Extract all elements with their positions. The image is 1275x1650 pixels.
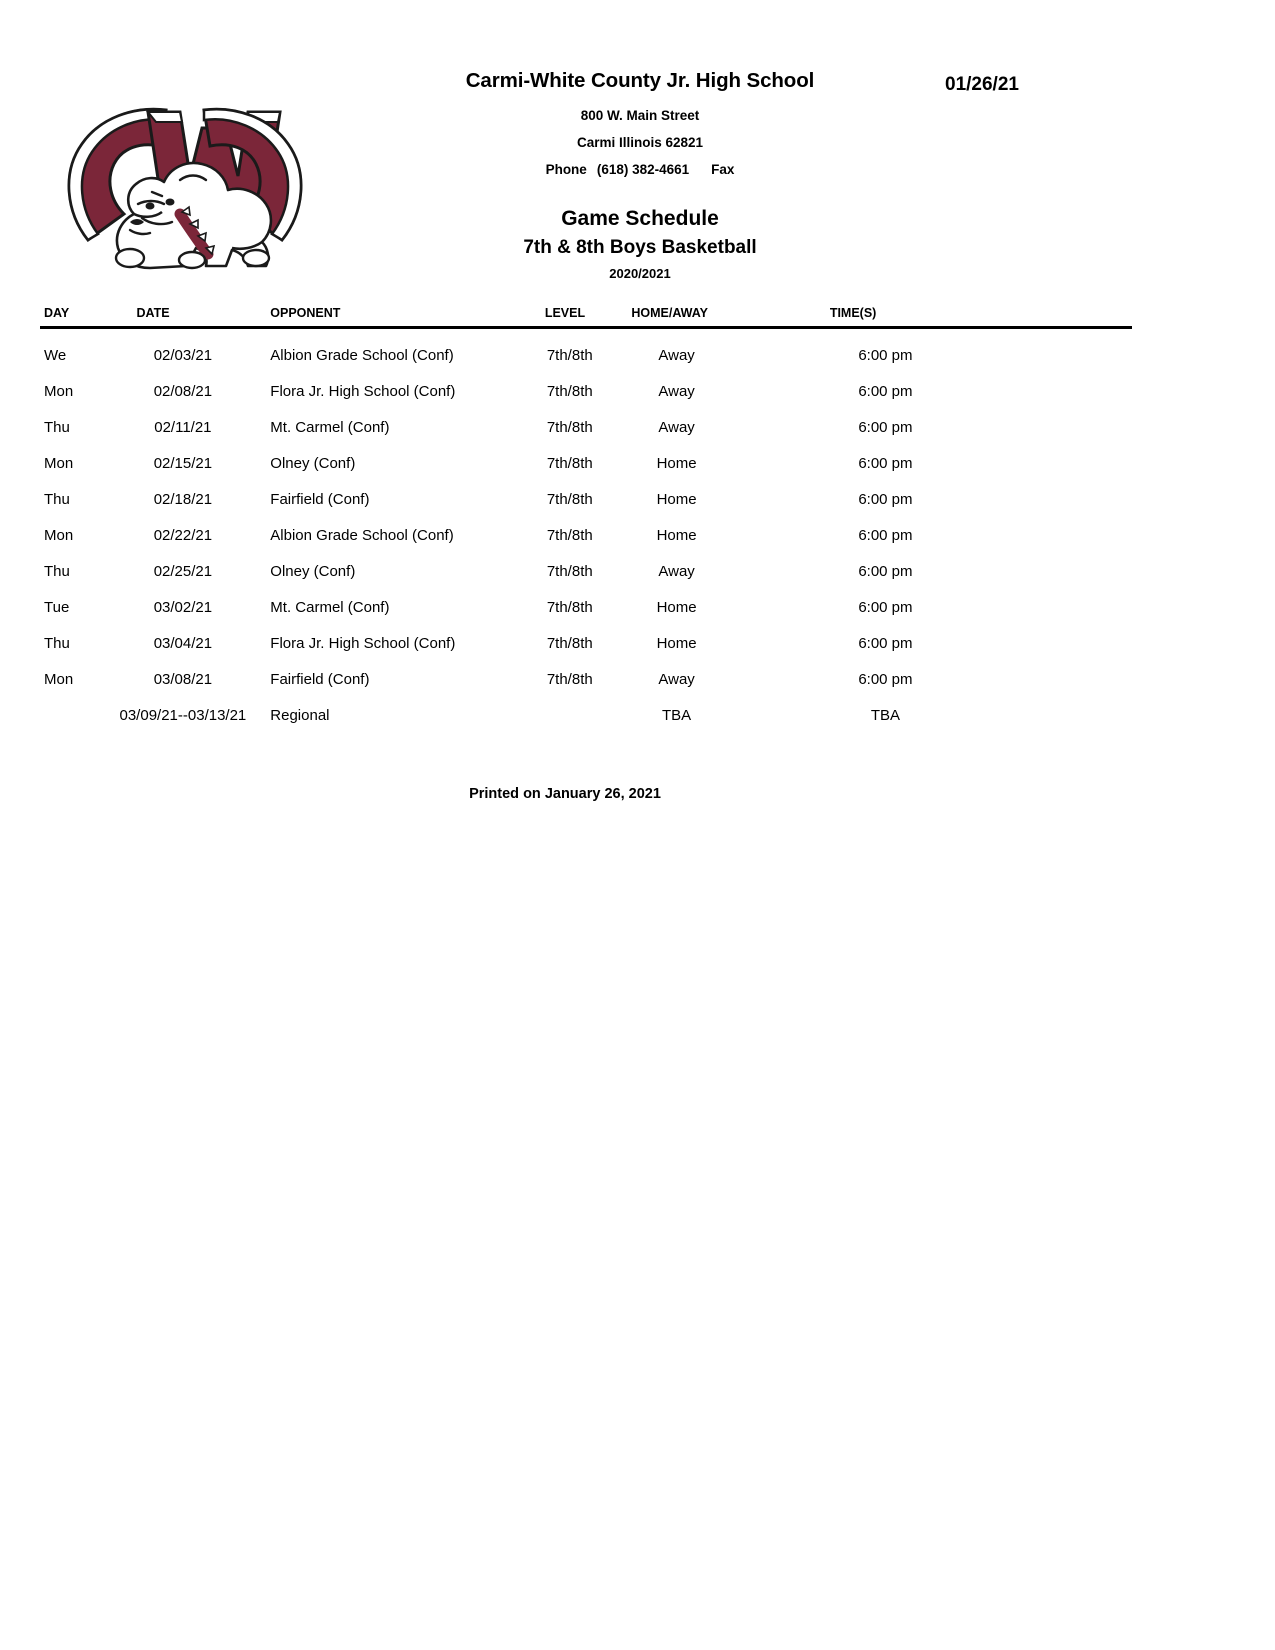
cell-day: Mon [44, 454, 74, 472]
table-row [40, 553, 1132, 589]
cell-opponent: Mt. Carmel (Conf) [270, 418, 390, 436]
phone-line [345, 156, 935, 183]
cell-level [545, 697, 619, 733]
table-row [40, 517, 1132, 553]
cell-day: We [44, 346, 67, 364]
cell-home-away: Away [658, 562, 695, 580]
cell-home-away: TBA [662, 706, 692, 724]
column-header-opponent: OPPONENT [270, 306, 341, 320]
cell-home-away: Home [656, 634, 697, 652]
column-header-times: TIME(S) [829, 306, 877, 320]
cell-date: 02/08/21 [153, 382, 213, 400]
table-row [40, 409, 1132, 445]
cell-home-away: Away [658, 418, 695, 436]
cell-time: 6:00 pm [858, 346, 913, 364]
page-title: Game Schedule [561, 207, 719, 230]
address-line-2: Carmi Illinois 62821 [576, 135, 704, 150]
cell-day: Thu [44, 562, 70, 580]
cell-level: 7th/8th [546, 526, 593, 544]
cell-day: Mon [44, 382, 74, 400]
cell-level: 7th/8th [546, 418, 593, 436]
table-row [40, 625, 1132, 661]
cell-opponent: Flora Jr. High School (Conf) [270, 382, 456, 400]
cell-level: 7th/8th [546, 490, 593, 508]
cell-time: 6:00 pm [858, 454, 913, 472]
cell-time: TBA [870, 706, 900, 724]
cell-date: 02/15/21 [153, 454, 213, 472]
cell-opponent: Olney (Conf) [270, 562, 356, 580]
table-body [40, 328, 1132, 734]
column-header-level: LEVEL [544, 306, 586, 320]
cell-opponent: Flora Jr. High School (Conf) [270, 634, 456, 652]
table-row [40, 373, 1132, 409]
cell-opponent: Olney (Conf) [270, 454, 356, 472]
cell-day: Thu [44, 634, 70, 652]
cell-home-away: Home [656, 598, 697, 616]
cell-day: Mon [44, 526, 74, 544]
cell-level: 7th/8th [546, 598, 593, 616]
column-header-day: DAY [44, 306, 70, 320]
cell-opponent: Albion Grade School (Conf) [270, 346, 454, 364]
phone-number: (618) 382-4661 [596, 162, 690, 177]
cell-home-away: Home [656, 490, 697, 508]
table-row [40, 328, 1132, 374]
cell-date: 02/03/21 [153, 346, 213, 364]
school-name: Carmi-White County Jr. High School [465, 69, 815, 92]
cell-date: 03/04/21 [153, 634, 213, 652]
table-row [40, 445, 1132, 481]
cell-time: 6:00 pm [858, 598, 913, 616]
cell-day: Thu [44, 418, 70, 436]
header-date: 01/26/21 [945, 74, 1019, 95]
table-row [40, 697, 1132, 733]
cell-date: 02/18/21 [153, 490, 213, 508]
cell-date: 03/08/21 [153, 670, 213, 688]
page-subtitle: 7th & 8th Boys Basketball [523, 237, 757, 258]
cell-time: 6:00 pm [858, 490, 913, 508]
cell-opponent: Albion Grade School (Conf) [270, 526, 454, 544]
table-row [40, 661, 1132, 697]
cell-opponent: Regional [270, 706, 330, 724]
address-line-1: 800 W. Main Street [580, 108, 700, 123]
cell-date: 02/25/21 [153, 562, 213, 580]
cell-level: 7th/8th [546, 454, 593, 472]
cell-time: 6:00 pm [858, 382, 913, 400]
cell-level: 7th/8th [546, 670, 593, 688]
cell-level: 7th/8th [546, 562, 593, 580]
cell-date: 02/11/21 [154, 418, 212, 436]
cell-day: Tue [44, 598, 70, 616]
cell-home-away: Away [658, 382, 695, 400]
phone-label: Phone [545, 162, 587, 177]
cell-date: 02/22/21 [153, 526, 213, 544]
table-row [40, 481, 1132, 517]
cell-home-away: Home [656, 454, 697, 472]
cell-time: 6:00 pm [858, 526, 913, 544]
season-label: 2020/2021 [609, 266, 671, 281]
cell-opponent: Fairfield (Conf) [270, 490, 370, 508]
cell-time: 6:00 pm [858, 670, 913, 688]
cell-home-away: Away [658, 670, 695, 688]
cell-opponent: Fairfield (Conf) [270, 670, 370, 688]
cell-opponent: Mt. Carmel (Conf) [270, 598, 390, 616]
cell-time: 6:00 pm [858, 634, 913, 652]
cell-day: Thu [44, 490, 70, 508]
table-header-row [40, 306, 1132, 328]
cell-level: 7th/8th [546, 346, 593, 364]
cwc-bulldog-logo [30, 72, 340, 272]
table-header [40, 306, 1132, 328]
cell-day [40, 697, 120, 733]
column-header-home-away: HOME/AWAY [631, 306, 708, 320]
column-header-date: DATE [136, 306, 170, 320]
cell-day: Mon [44, 670, 74, 688]
cell-date: 03/09/21--03/13/21 [119, 706, 247, 724]
game-schedule-table [40, 306, 1132, 733]
table-row [40, 589, 1132, 625]
fax-label: Fax [711, 162, 735, 177]
printed-on-note: Printed on January 26, 2021 [469, 786, 661, 802]
document-header [345, 68, 935, 283]
cell-level: 7th/8th [546, 382, 593, 400]
cell-time: 6:00 pm [858, 418, 913, 436]
cell-time: 6:00 pm [858, 562, 913, 580]
cell-level: 7th/8th [546, 634, 593, 652]
cell-home-away: Home [656, 526, 697, 544]
cell-home-away: Away [658, 346, 695, 364]
cell-date: 03/02/21 [153, 598, 213, 616]
